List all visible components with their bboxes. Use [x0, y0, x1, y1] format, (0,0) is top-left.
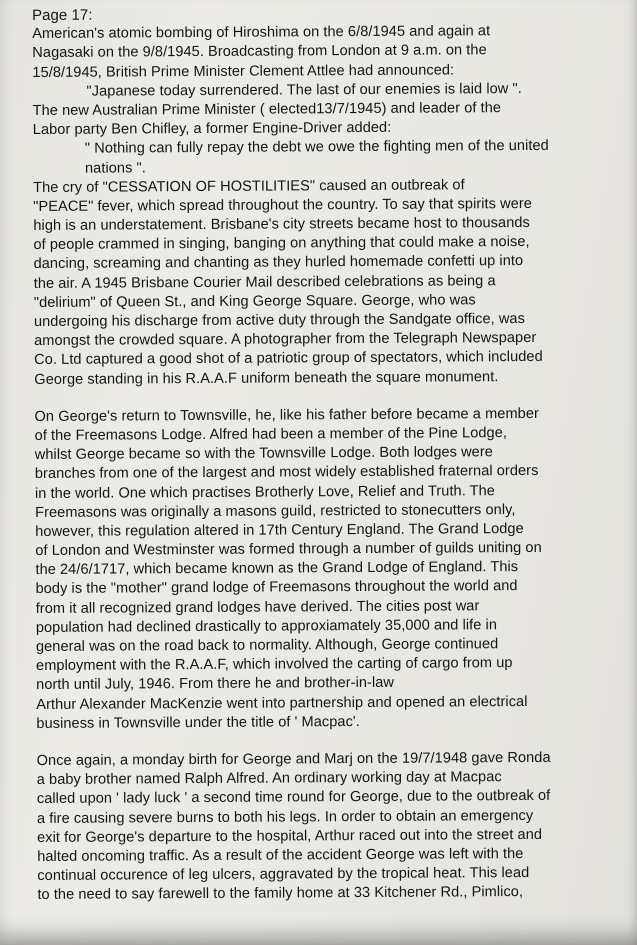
text-line: called upon ' lady luck ' a second time round for George, due to the outbreak of	[36, 788, 551, 808]
text-line: branches from one of the largest and most widely established fraternal orders	[34, 463, 539, 483]
text-line: to the need to say farewell to the family home at 33 Kitchener Rd., Pimlico,	[37, 884, 524, 904]
text-line: amongst the crowded square. A photographer from the Telegraph Newspaper	[33, 330, 537, 350]
text-line: undergoing his discharge from active duty through the Sandgate office, was	[33, 310, 525, 330]
text-line: business in Townsville under the title of ' Macpac'.	[36, 713, 360, 732]
text-line: "PEACE" fever, which spread throughout the country. To say that spirits were	[33, 195, 532, 215]
text-line: The new Australian Prime Minister ( elected13/7/1945) and leader of the	[32, 100, 502, 119]
text-line: American's atomic bombing of Hiroshima on the 6/8/1945 and again at	[32, 23, 491, 43]
text-line: Freemasons was originally a masons guild, restricted to stonecutters only,	[35, 501, 516, 521]
text-line: a fire causing severe burns to both his legs. In order to obtain an emergency	[36, 807, 534, 827]
text-line: Co. Ltd captured a good shot of a patriotic group of spectators, which included	[34, 349, 543, 369]
text-line: Once again, a monday birth for George and Marj on the 19/7/1948 gave Ronda	[36, 749, 551, 769]
text-line: exit for George's departure to the hospital, Arthur raced out into the street and	[37, 826, 543, 846]
text-line: The cry of "CESSATION OF HOSTILITIES" caused an outbreak of	[33, 177, 465, 196]
page-text	[32, 2, 637, 905]
paragraph-5	[37, 748, 637, 905]
paragraph-2	[33, 98, 633, 140]
text-line: population had declined drastically to approxiamately 35,000 and life in	[35, 616, 498, 636]
text-line: the air. A 1945 Brisbane Courier Mail described celebrations as being a	[33, 272, 496, 292]
paragraph-3	[33, 175, 634, 390]
text-line: halted oncoming traffic. As a result of the accident George was left with the	[37, 845, 524, 865]
text-line: " Nothing can fully repay the debt we owe the fighting men of the united	[84, 138, 549, 157]
text-line: employment with the R.A.A.F, which involved the carting of cargo from up	[35, 655, 513, 675]
text-line: "delirium" of Queen St., and King George Square. George, who was	[33, 292, 476, 311]
text-line: general was on the road back to normality. Although, George continued	[35, 636, 499, 655]
text-line: continual occurence of leg ulcers, aggravated by the tropical heat. This lead	[37, 865, 530, 885]
text-line: of London and Westminster was formed through a number of guilds uniting on	[35, 539, 542, 560]
text-line: of the Freemasons Lodge. Alfred had been a member of the Pine Lodge,	[34, 425, 508, 444]
paragraph-1	[32, 22, 632, 83]
text-line: whilst George became so with the Townsville Lodge. Both lodges were	[34, 444, 493, 464]
quote-chifley	[33, 137, 633, 179]
text-line: body is the "mother" grand lodge of Freemasons throughout the world and	[35, 578, 518, 598]
text-line: Arthur Alexander MacKenzie went into partnership and opened an electrical	[36, 693, 528, 713]
text-line: however, this regulation altered in 17th Century England. The Grand Lodge	[35, 520, 524, 540]
text-line: in the world. One which practises Brotherly Love, Relief and Truth. The	[34, 482, 495, 502]
text-line: the 24/6/1717, which became known as the Grand Lodge of England. This	[35, 559, 519, 579]
text-line: north until July, 1946. From there he and brother-in-law	[36, 675, 395, 694]
text-line: George standing in his R.A.A.F uniform beneath the square monument.	[34, 368, 499, 388]
paragraph-4	[34, 404, 636, 734]
text-line: dancing, screaming and chanting as they hurled homemade confetti up into	[33, 253, 524, 273]
text-line: nations ".	[84, 159, 146, 177]
text-line: of people crammed in singing, banging on anything that could make a noise,	[33, 234, 530, 254]
text-line: high is an understatement. Brisbane's city streets became host to thousands	[33, 215, 530, 235]
text-line: Labor party Ben Chifley, a former Engine-Driver added:	[32, 119, 392, 139]
page-heading: Page 17:	[32, 6, 93, 24]
text-line: Nagasaki on the 9/8/1945. Broadcasting from London at 9 a.m. on the	[32, 42, 487, 62]
text-line: 15/8/1945, British Prime Minister Clement Attlee had announced:	[32, 61, 455, 81]
text-line: from it all recognized grand lodges have derived. The cities post war	[35, 597, 480, 617]
text-line: a baby brother named Ralph Alfred. An ordinary working day at Macpac	[36, 769, 502, 789]
text-line: On George's return to Townsville, he, like his father before became a member	[34, 405, 539, 425]
quote-attlee: "Japanese today surrendered. The last of our enemies is laid low ".	[86, 80, 522, 100]
